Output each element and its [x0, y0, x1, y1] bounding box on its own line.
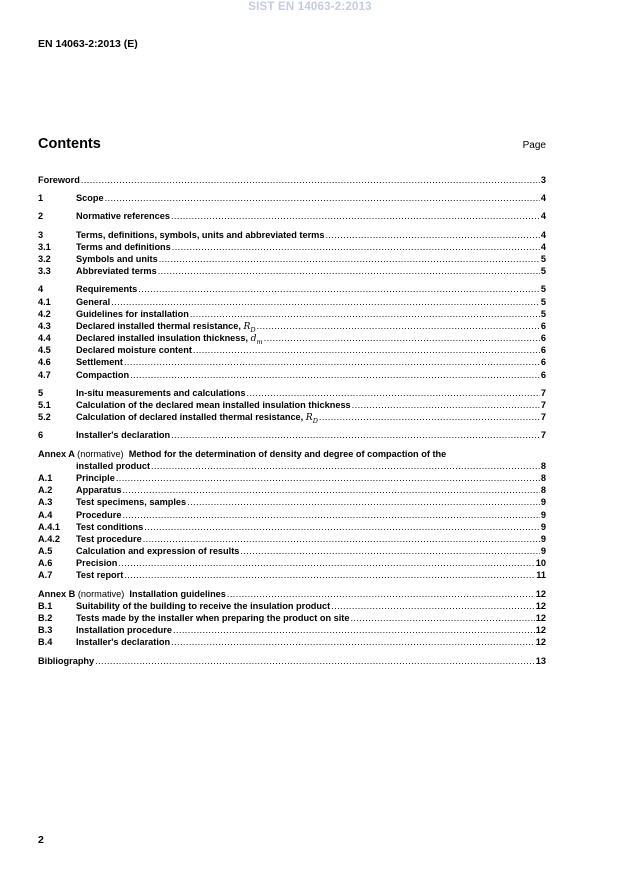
toc-title: Normative references: [76, 211, 170, 222]
annex-label: Annex A: [38, 448, 75, 459]
toc-title: Calculation of the declared mean installed insulation thickness: [76, 400, 351, 410]
toc-title: Installer's declaration: [76, 430, 171, 441]
toc-page: 4: [540, 229, 546, 240]
toc-page: 7: [540, 387, 546, 398]
toc-group-1: [38, 192, 546, 204]
toc-number: B.2: [38, 613, 53, 624]
toc-number: A.3: [38, 497, 53, 508]
toc-page: 8: [540, 485, 546, 496]
toc-title: Tests made by the installer when preparing the product on site: [76, 613, 350, 624]
toc-title: Installer's declaration: [76, 637, 171, 648]
toc-page: 9: [540, 533, 546, 544]
toc-number: 3: [38, 229, 44, 240]
toc-page: 7: [540, 400, 546, 410]
annex-title-line2: installed product: [76, 460, 151, 471]
toc-entry-5-1[interactable]: [38, 399, 546, 411]
dot-leader: [240, 545, 540, 557]
toc-entry-3-2[interactable]: [38, 253, 546, 265]
toc-page: 12: [535, 625, 546, 636]
toc-title: Declared moisture content: [76, 345, 192, 356]
dot-leader: [187, 496, 540, 508]
toc-page: 9: [540, 521, 546, 532]
contents-title: Contents: [38, 136, 101, 152]
toc-title: Requirements: [76, 284, 138, 295]
dot-leader: [247, 387, 540, 399]
symbol-main: d: [250, 333, 257, 345]
toc-title: Guidelines for installation: [76, 308, 189, 319]
toc-entry-3-3[interactable]: [38, 265, 546, 277]
dot-leader: [264, 332, 540, 344]
toc-page: 12: [535, 613, 546, 624]
toc-page: 9: [540, 509, 546, 520]
toc-entry-2[interactable]: [38, 210, 546, 222]
toc-title: Test conditions: [76, 521, 144, 532]
toc-entry-bibliography[interactable]: [38, 655, 546, 667]
toc-title: Bibliography: [38, 655, 95, 666]
dot-leader: [130, 369, 540, 381]
toc-entry-4[interactable]: [38, 283, 546, 295]
toc-number: 3.1: [38, 241, 51, 252]
toc-title-text: Declared installed insulation thickness,: [76, 333, 251, 344]
toc-number: 5.1: [38, 400, 51, 410]
symbol-main: R: [243, 320, 251, 332]
toc-entry-b-4[interactable]: [38, 636, 546, 648]
dot-leader: [138, 283, 540, 295]
toc-title: Precision: [76, 558, 118, 569]
toc-entry-4-2[interactable]: [38, 308, 546, 320]
toc-entry-5[interactable]: [38, 387, 546, 399]
toc-title: Abbreviated terms: [76, 266, 157, 277]
toc-page: 4: [540, 193, 546, 204]
page-column-label: Page: [522, 140, 546, 151]
toc-title: Installation procedure: [76, 625, 172, 636]
toc-group-annex-a: [38, 448, 546, 582]
toc-number: 1: [38, 193, 44, 204]
annex-label: Annex B: [38, 588, 76, 599]
toc-page: 6: [540, 345, 546, 356]
dot-leader: [190, 308, 540, 320]
toc-page: 13: [535, 655, 546, 666]
toc-entry-a-3[interactable]: [38, 496, 546, 508]
toc-entry-5-2[interactable]: [38, 411, 546, 423]
toc-title: [76, 411, 318, 423]
toc-entry-annex-a-heading[interactable]: [38, 448, 546, 460]
toc-entry-a-7[interactable]: [38, 569, 546, 581]
toc-page: 10: [535, 558, 546, 569]
toc-title: Procedure: [76, 509, 122, 520]
toc-entry-a-6[interactable]: [38, 557, 546, 569]
toc-title: Suitability of the building to receive the insulation product: [76, 600, 331, 611]
toc-page: 4: [540, 211, 546, 222]
dot-leader: [193, 344, 540, 356]
symbol-thermal-resistance: [244, 321, 256, 332]
toc-number: 5: [38, 387, 44, 398]
toc-number: A.6: [38, 558, 53, 569]
toc-entry-a-4-1[interactable]: [38, 521, 546, 533]
toc-group-annex-b: [38, 588, 546, 649]
toc-group-bibliography: [38, 655, 546, 667]
dot-leader: [122, 509, 539, 521]
toc-number: A.4: [38, 509, 53, 520]
toc-number: 6: [38, 430, 44, 441]
dot-leader: [257, 320, 540, 332]
toc-entry-6[interactable]: [38, 429, 546, 441]
toc-entry-b-3[interactable]: [38, 624, 546, 636]
toc-title: [76, 320, 256, 332]
toc-title: Scope: [76, 193, 104, 204]
toc-entry-a-4[interactable]: [38, 509, 546, 521]
dot-leader: [116, 472, 540, 484]
toc-title: Symbols and units: [76, 253, 158, 264]
toc-number: 4.6: [38, 357, 51, 368]
dot-leader: [81, 174, 540, 186]
toc-page: 12: [535, 600, 546, 611]
toc-title: Terms, definitions, symbols, units and abbreviated terms: [76, 229, 325, 240]
toc-page: 9: [540, 497, 546, 508]
toc-page: 7: [540, 412, 546, 423]
page-number: 2: [38, 834, 44, 846]
toc-page: 5: [540, 308, 546, 319]
toc-number: A.4.2: [38, 533, 60, 544]
toc-number: B.4: [38, 637, 53, 648]
toc-group-3: [38, 229, 546, 278]
symbol-subscript: m: [256, 337, 263, 345]
toc-page: 8: [540, 472, 546, 483]
dot-leader: [151, 460, 540, 472]
dot-leader: [159, 253, 540, 265]
dot-leader: [172, 241, 540, 253]
toc-entry-b-1[interactable]: [38, 600, 546, 612]
toc-title: Compaction: [76, 369, 130, 380]
dot-leader: [122, 484, 539, 496]
toc-page: 8: [540, 460, 546, 471]
toc-number: 4.7: [38, 369, 51, 380]
toc-page: 3: [540, 175, 546, 185]
toc-title: Test specimens, samples: [76, 497, 187, 508]
dot-leader: [144, 521, 540, 533]
toc-page: 11: [536, 570, 546, 581]
toc-title: Settlement: [76, 357, 123, 368]
toc-page: 6: [540, 320, 546, 331]
toc-number: 4.1: [38, 296, 51, 307]
dot-leader: [227, 588, 535, 600]
toc-title: [76, 332, 263, 344]
toc-number: 4.3: [38, 320, 51, 331]
toc-page: 5: [540, 266, 546, 277]
toc-group-foreword: [38, 174, 546, 186]
toc-page: 4: [540, 241, 546, 252]
toc-page: 5: [540, 253, 546, 264]
toc-page: 9: [540, 546, 546, 557]
toc-title: Test procedure: [76, 533, 142, 544]
toc-number: A.5: [38, 546, 53, 557]
toc-title-text: Declared installed thermal resistance,: [76, 320, 244, 331]
toc-number: 3.2: [38, 253, 51, 264]
toc-number: 4.2: [38, 308, 51, 319]
toc-page: 6: [540, 333, 546, 344]
toc-entry-4-1[interactable]: [38, 296, 546, 308]
toc-number: A.4.1: [38, 521, 60, 532]
watermark: SIST EN 14063-2:2013: [248, 1, 372, 13]
toc-entry-a-4-2[interactable]: [38, 533, 546, 545]
toc-entry-b-2[interactable]: [38, 612, 546, 624]
document-id: EN 14063-2:2013 (E): [38, 38, 138, 50]
toc-number: 4.4: [38, 333, 51, 344]
symbol-thickness: [251, 333, 263, 344]
dot-leader: [350, 612, 534, 624]
annex-title: Installation guidelines: [129, 588, 226, 599]
toc-entry-4-6[interactable]: [38, 356, 546, 368]
toc-page: 6: [540, 357, 546, 368]
dot-leader: [111, 296, 540, 308]
toc-page: 12: [535, 588, 546, 599]
toc-entry-4-7[interactable]: [38, 369, 546, 381]
dot-leader: [352, 399, 540, 411]
symbol-subscript: D: [312, 417, 318, 424]
dot-leader: [173, 624, 535, 636]
toc-entry-4-4[interactable]: [38, 332, 546, 344]
toc-number: B.3: [38, 625, 53, 636]
annex-status: (normative): [77, 448, 124, 459]
toc-title: Apparatus: [76, 485, 122, 496]
toc-title: General: [76, 296, 111, 307]
toc-number: A.2: [38, 485, 53, 496]
dot-leader: [325, 229, 539, 241]
toc-group-6: [38, 429, 546, 441]
toc-entry-4-5[interactable]: [38, 344, 546, 356]
toc-title: [38, 588, 226, 600]
dot-leader: [105, 192, 540, 204]
toc-group-4: [38, 283, 546, 381]
toc-group-2: [38, 210, 546, 222]
symbol-thermal-resistance: [306, 412, 318, 423]
toc-title-text: Calculation of declared installed thermal resistance,: [76, 412, 306, 423]
dot-leader: [143, 533, 540, 545]
toc-title: Test report: [76, 570, 124, 581]
dot-leader: [171, 429, 540, 441]
toc-number: 4: [38, 284, 44, 295]
toc-number: A.7: [38, 570, 53, 581]
dot-leader: [124, 569, 535, 581]
toc-page: 5: [540, 296, 546, 307]
toc-number: 5.2: [38, 412, 51, 423]
table-of-contents: [38, 174, 546, 673]
toc-entry-4-3[interactable]: [38, 320, 546, 332]
toc-entry-annex-a[interactable]: [38, 460, 546, 472]
toc-title: Principle: [76, 472, 115, 483]
toc-number: 3.3: [38, 266, 51, 277]
toc-entry-a-2[interactable]: [38, 484, 546, 496]
dot-leader: [158, 265, 540, 277]
toc-entry-3[interactable]: [38, 229, 546, 241]
toc-title: Terms and definitions: [76, 241, 171, 252]
dot-leader: [118, 557, 534, 569]
toc-number: B.1: [38, 600, 53, 611]
symbol-main: R: [305, 412, 313, 424]
toc-entry-annex-b[interactable]: [38, 588, 546, 600]
toc-page: 6: [540, 369, 546, 380]
toc-entry-a-5[interactable]: [38, 545, 546, 557]
annex-status: (normative): [77, 588, 125, 599]
dot-leader: [319, 411, 540, 423]
dot-leader: [331, 600, 535, 612]
dot-leader: [171, 636, 535, 648]
toc-number: 4.5: [38, 345, 51, 356]
toc-group-5: [38, 387, 546, 424]
dot-leader: [171, 210, 540, 222]
toc-entry-1[interactable]: [38, 192, 546, 204]
toc-page: 7: [540, 430, 546, 441]
toc-title: Calculation and expression of results: [76, 546, 240, 557]
toc-number: A.1: [38, 472, 53, 483]
annex-title-line1: Method for the determination of density and degree of compaction of the: [128, 448, 447, 459]
toc-page: 12: [535, 637, 546, 648]
toc-title: In-situ measurements and calculations: [76, 387, 246, 398]
dot-leader: [124, 356, 540, 368]
toc-entry-a-1[interactable]: [38, 472, 546, 484]
toc-entry-3-1[interactable]: [38, 241, 546, 253]
toc-number: 2: [38, 211, 44, 222]
toc-entry-foreword[interactable]: [38, 174, 546, 186]
toc-page: 5: [540, 284, 546, 295]
toc-title: Foreword: [38, 175, 80, 185]
symbol-subscript: D: [250, 325, 256, 333]
dot-leader: [95, 655, 535, 667]
